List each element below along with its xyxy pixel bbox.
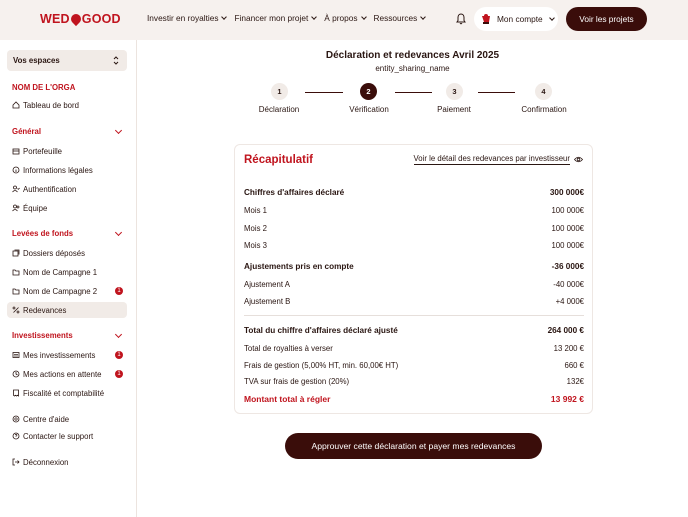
nav-about[interactable] (324, 13, 365, 23)
row-value: 132€ (566, 377, 584, 386)
updown-chevron-icon (113, 55, 119, 66)
wallet-icon (12, 147, 20, 155)
step-connector (478, 92, 515, 93)
row-label: Montant total à régler (244, 394, 331, 404)
step-connector (305, 92, 343, 93)
row-label: Mois 2 (244, 224, 267, 233)
chevron-down-icon (115, 330, 122, 337)
row-value: 660 € (564, 361, 584, 370)
nav-about-label: À propos (324, 13, 358, 23)
sidebar-item-authentication[interactable] (7, 181, 127, 197)
step-connector (395, 92, 432, 93)
sidebar-item-label: Déconnexion (23, 457, 69, 467)
sidebar-item-dashboard[interactable] (7, 97, 127, 113)
page-title: Déclaration et redevances Avril 2025 (325, 50, 500, 61)
list-icon (12, 351, 20, 359)
sidebar-item-team[interactable] (7, 200, 127, 216)
logout-icon (12, 458, 20, 466)
info-icon (12, 166, 20, 174)
nav-resources-label: Ressources (373, 13, 418, 23)
row-label: Ajustements pris en compte (244, 262, 354, 271)
adjustment-row (244, 280, 584, 289)
users-icon (12, 204, 20, 212)
fees-row (244, 361, 584, 370)
logo-drop-icon (69, 12, 83, 26)
row-label: Total de royalties à verser (244, 344, 333, 353)
revenue-total-row (244, 188, 584, 197)
row-label: Mois 3 (244, 241, 267, 250)
bell-icon[interactable] (456, 13, 466, 25)
folder-icon (12, 287, 20, 295)
royalties-detail-label: Voir le détail des redevances par investisseur (413, 154, 570, 163)
row-value: +4 000€ (555, 297, 584, 306)
row-value: -40 000€ (553, 280, 584, 289)
sidebar-item-legal-info[interactable] (7, 162, 127, 178)
row-label: TVA sur frais de gestion (20%) (244, 377, 350, 386)
sidebar-item-label: Portefeuille (23, 146, 63, 156)
sidebar-item-logout[interactable] (7, 454, 127, 470)
lifebuoy-icon (12, 415, 20, 423)
step-2-circle: 2 (360, 83, 377, 100)
step-1-circle: 1 (271, 83, 288, 100)
sidebar-item-portfolio[interactable] (7, 143, 127, 159)
eye-icon (574, 156, 583, 163)
sidebar-item-label: Authentification (23, 184, 77, 194)
row-label: Ajustement B (244, 297, 291, 306)
royalties-detail-link[interactable] (414, 154, 583, 165)
org-name: NOM DE L'ORGA (12, 83, 76, 92)
row-value: 100 000€ (551, 206, 584, 215)
summary-title: Récapitulatif (244, 154, 314, 166)
chevron-down-icon (115, 126, 122, 133)
sidebar-item-contact-support[interactable] (7, 428, 127, 444)
row-label: Total du chiffre d'affaires déclaré ajusté (244, 326, 398, 335)
row-value: 13 200 € (553, 344, 584, 353)
main-content (137, 40, 688, 517)
account-button[interactable] (474, 7, 558, 31)
divider (244, 315, 584, 316)
help-circle-icon (12, 432, 20, 440)
summary-card (234, 144, 593, 414)
month-row (244, 206, 584, 215)
sidebar-item-label: Dossiers déposés (23, 248, 85, 258)
sidebar-item-label: Tableau de bord (23, 100, 79, 110)
chevron-down-icon (311, 14, 317, 20)
adjustments-total-row (244, 262, 584, 271)
notification-badge: 1 (115, 351, 123, 359)
space-selector-label: Vos espaces (13, 56, 60, 65)
adjusted-total-row (244, 326, 584, 335)
row-value: 264 000 € (547, 326, 584, 335)
chevron-down-icon (549, 15, 555, 21)
nav-resources[interactable] (374, 13, 426, 23)
section-title: Investissements (12, 331, 73, 340)
sidebar-item-label: Redevances (23, 305, 67, 315)
folder-icon (12, 268, 20, 276)
row-value: 100 000€ (551, 241, 584, 250)
space-selector[interactable] (7, 50, 127, 71)
notification-badge: 1 (115, 287, 123, 295)
step-4-label: Confirmation (521, 105, 567, 114)
files-icon (12, 249, 20, 257)
month-row (244, 224, 584, 233)
row-value: 300 000€ (549, 188, 584, 197)
logo-text-wed: WED (40, 12, 70, 26)
sidebar-item-label: Contacter le support (23, 431, 94, 441)
sidebar-item-help-center[interactable] (7, 411, 127, 427)
sidebar-item-label: Mes actions en attente (23, 369, 102, 379)
chevron-down-icon (361, 14, 367, 20)
nav-invest[interactable] (147, 13, 226, 23)
section-title: Levées de fonds (12, 229, 74, 238)
month-row (244, 241, 584, 250)
account-avatar-icon (480, 13, 492, 25)
step-2-label: Vérification (349, 105, 389, 114)
step-1-label: Déclaration (258, 105, 300, 114)
sidebar-item-label: Mes investissements (23, 350, 96, 360)
chevron-down-icon (222, 14, 228, 20)
royalties-row (244, 344, 584, 353)
tva-row (244, 377, 584, 386)
row-label: Ajustement A (244, 280, 290, 289)
row-value: 13 992 € (550, 394, 584, 404)
nav-invest-label: Investir en royalties (147, 13, 219, 23)
percent-icon (12, 306, 20, 314)
wedogood-logo[interactable] (40, 12, 121, 26)
total-due-row (244, 394, 584, 404)
sidebar-item-tax-accounting[interactable] (7, 385, 127, 401)
sidebar-item-submitted-files[interactable] (7, 245, 127, 261)
step-3-circle: 3 (446, 83, 463, 100)
adjustment-row (244, 297, 584, 306)
logo-text-good: GOOD (81, 12, 121, 26)
view-projects-button[interactable]: Voir les projets (566, 7, 647, 31)
row-label: Frais de gestion (5,00% HT, min. 60,00€ HT) (244, 361, 399, 370)
section-funds[interactable] (12, 229, 123, 238)
row-value: 100 000€ (551, 224, 584, 233)
sidebar-item-label: Équipe (23, 203, 48, 213)
clock-icon (12, 370, 20, 378)
main-nav (147, 13, 425, 23)
chevron-down-icon (115, 228, 122, 235)
sidebar-item-royalties[interactable] (7, 302, 127, 318)
sidebar-item-label: Fiscalité et comptabilité (23, 388, 105, 398)
nav-finance-label: Financer mon projet (234, 13, 309, 23)
approve-and-pay-button[interactable]: Approuver cette déclaration et payer mes redevances (285, 433, 542, 459)
row-label: Mois 1 (244, 206, 267, 215)
step-4-circle: 4 (535, 83, 552, 100)
top-header (0, 0, 688, 40)
sidebar-item-my-investments[interactable] (7, 347, 127, 363)
row-label: Chiffres d'affaires déclaré (244, 188, 345, 197)
user-check-icon (12, 185, 20, 193)
row-value: -36 000€ (551, 262, 584, 271)
sidebar-item-campaign-1[interactable] (7, 264, 127, 280)
sidebar-item-pending-actions[interactable] (7, 366, 127, 382)
nav-finance[interactable] (234, 13, 316, 23)
notification-badge: 1 (115, 370, 123, 378)
sidebar-item-label: Centre d'aide (23, 414, 70, 424)
sidebar-item-campaign-2[interactable] (7, 283, 127, 299)
step-3-label: Paiement (437, 105, 471, 114)
receipt-icon (12, 389, 20, 397)
section-general[interactable] (12, 127, 123, 136)
section-title: Général (12, 127, 42, 136)
account-label: Mon compte (497, 14, 543, 24)
sidebar-item-label: Nom de Campagne 2 (23, 286, 98, 296)
sidebar-item-label: Nom de Campagne 1 (23, 267, 98, 277)
sidebar-item-label: Informations légales (23, 165, 93, 175)
section-investments[interactable] (12, 331, 123, 340)
page-subtitle: entity_sharing_name (375, 64, 450, 73)
home-icon (12, 101, 20, 109)
sidebar (0, 40, 137, 517)
chevron-down-icon (420, 14, 426, 20)
